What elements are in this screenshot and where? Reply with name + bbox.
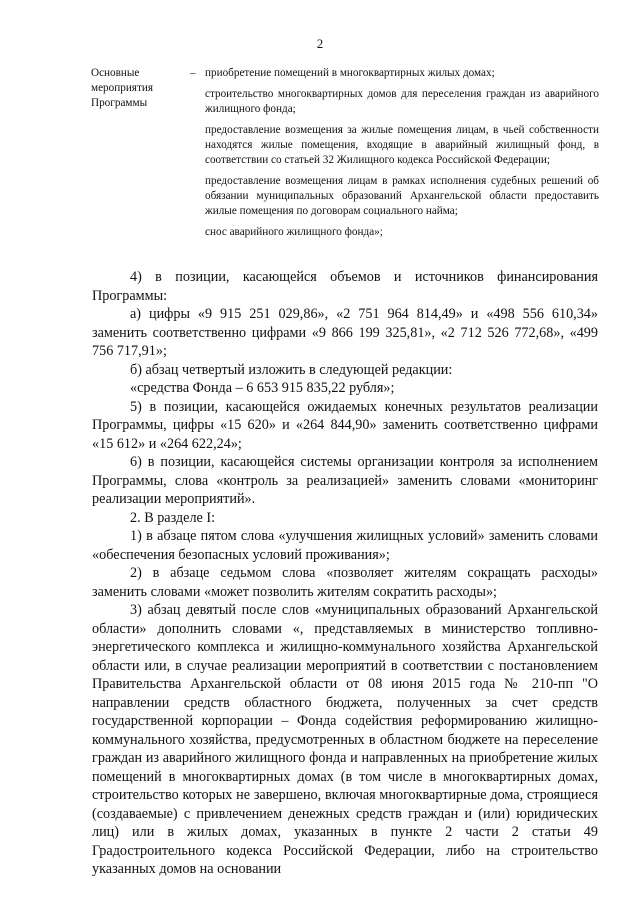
paragraph-section-heading: 2. В разделе I:: [130, 509, 216, 526]
paragraph-control: 6) в позиции, касающейся системы организации контроля за исполнением Программы, слова «контроль за реализацией» заменить словами «мониторинг реализации мероприятий».: [92, 454, 598, 507]
document-body: [92, 268, 598, 879]
program-item-construction: строительство многоквартирных домов для переселения граждан из аварийного жилищного фонда;: [205, 88, 599, 115]
paragraph-fifth-paragraph: 1) в абзаце пятом слова «улучшения жилищных условий» заменить словами «обеспечения безопасных условий проживания»;: [92, 528, 598, 563]
program-item-court-compensation: предоставление возмещения лицам в рамках исполнения судебных решений об обязании муниципальных образований Архангельской области предоставить жилые помещения по договорам социального найма;: [205, 175, 599, 217]
program-table-dash: –: [190, 67, 196, 79]
paragraph-ninth-paragraph: 3) абзац девятый после слов «муниципальных образований Архангельской области» дополнить словами «, представляемых в министерство топливно-энергетического комплекса и жилищно-коммунального хозяйства Архангельской области или, в случае реализации мероприятий в соответствии с постановлением Правительства Архангельской области от 08 июня 2015 года № 210-пп "О направлении средств областного бюджета, полученных за счет средств государственной корпорации – Фонда содействия реформированию жилищно-коммунального хозяйства, предусмотренных в областном бюджете на переселение граждан из аварийного жилищного фонда и направленных на приобретение жилых помещений в многоквартирных домах (в том числе в многоквартирных домах, строительство которых не завершено, включая многоквартирные дома, строящиеся (создаваемые) с привлечением денежных средств граждан и (или) юридических лиц) или в жилых домах, указанных в пункте 2 части 2 статьи 49 Градостроительного кодекса Российской Федерации, либо на строительство указанных домов на основании: [92, 602, 598, 877]
program-table-items: [205, 66, 599, 246]
program-table-label: Основные мероприятия Программы: [91, 67, 153, 109]
program-item-purchase: приобретение помещений в многоквартирных жилых домах;: [205, 67, 495, 79]
paragraph-item-b: б) абзац четвертый изложить в следующей редакции:: [130, 361, 453, 378]
paragraph-figures-a: а) цифры «9 915 251 029,86», «2 751 964 814,49» и «498 556 610,34» заменить соответственно цифрами «9 866 199 325,81», «2 712 526 772,68», «499 756 717,91»;: [92, 306, 598, 359]
program-item-compensation: предоставление возмещения за жилые помещения лицам, в чьей собственности находятся жилые помещения, входящие в аварийный жилищный фонд, в соответствии со статьей 32 Жилищного кодекса Российской Федерации;: [205, 124, 599, 166]
page-number: 2: [316, 36, 324, 51]
paragraph-financing: 4) в позиции, касающейся объемов и источников финансирования Программы:: [92, 269, 598, 304]
paragraph-results: 5) в позиции, касающейся ожидаемых конечных результатов реализации Программы, цифры «15 620» и «264 844,90» заменить соответственно цифрами «15 612» и «264 622,24»;: [92, 398, 598, 452]
paragraph-fund-amount: «средства Фонда – 6 653 915 835,22 рубля»;: [130, 380, 395, 396]
program-item-demolition: снос аварийного жилищного фонда»;: [205, 226, 383, 238]
paragraph-seventh-paragraph: 2) в абзаце седьмом слова «позволяет жителям сокращать расходы» заменить словами «может позволить жителям сократить расходы»;: [92, 565, 598, 600]
